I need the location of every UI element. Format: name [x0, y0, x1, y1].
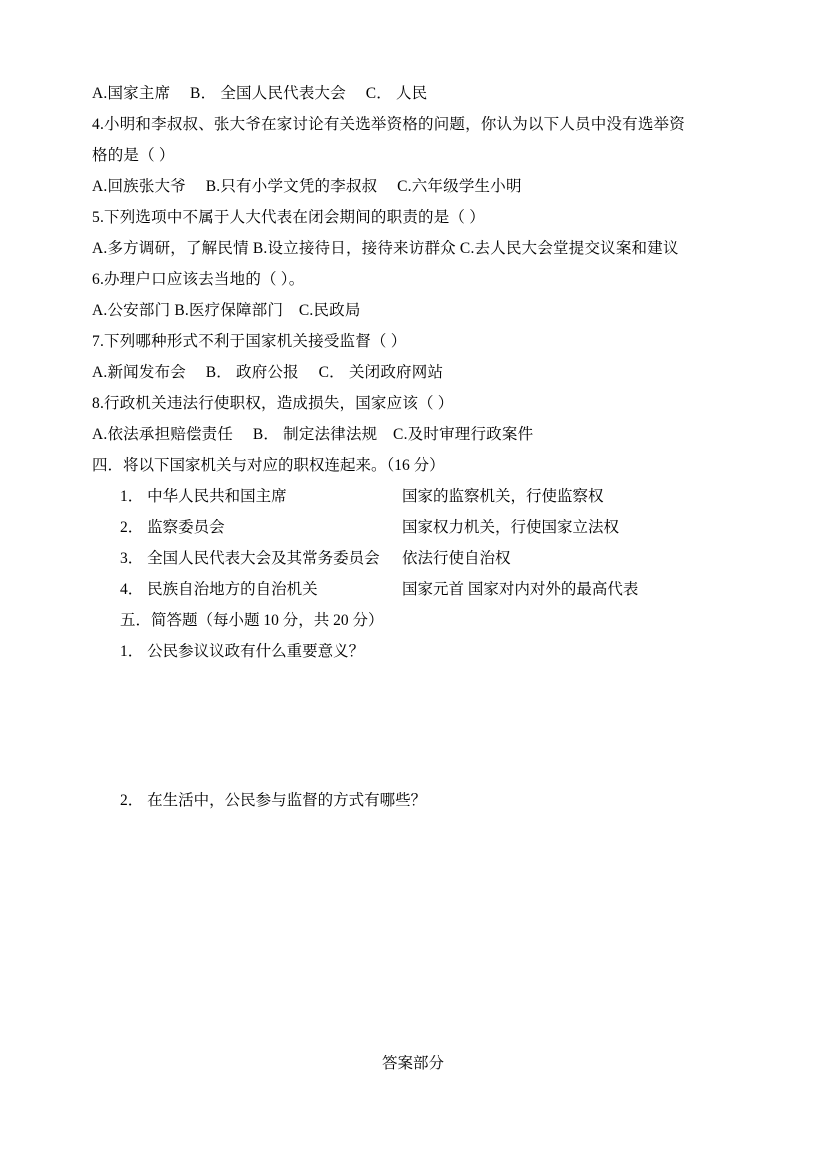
section-five-question-1: 1． 公民参议议政有什么重要意义？ — [120, 643, 365, 660]
question-6-options: A.公安部门 B.医疗保障部门 C.民政局 — [92, 302, 361, 319]
question-4-text-cont: 格的是（ ） — [92, 147, 175, 164]
match-right-item: 国家权力机关，行使国家立法权 — [402, 519, 620, 536]
question-8-text: 8.行政机关违法行使职权，造成损失，国家应该（ ） — [92, 395, 454, 412]
question-5-options: A.多方调研，了解民情 B.设立接待日，接待来访群众 C.去人民大会堂提交议案和建议 — [92, 240, 679, 257]
match-left-item: 4． 民族自治地方的自治机关 — [120, 581, 318, 598]
match-row — [92, 481, 738, 512]
match-row — [92, 543, 738, 574]
answer-space-2 — [92, 816, 738, 1048]
match-row — [92, 512, 738, 543]
question-4-text: 4.小明和李叔叔、张大爷在家讨论有关选举资格的问题，你认为以下人员中没有选举资 — [92, 116, 685, 133]
match-left-item: 3． 全国人民代表大会及其常务委员会 — [120, 550, 380, 567]
match-right-item: 依法行使自治权 — [402, 550, 511, 567]
match-left-item: 2． 监察委员会 — [120, 519, 225, 536]
match-right-item: 国家元首 国家对内对外的最高代表 — [402, 581, 639, 598]
question-4-options: A.回族张大爷 B.只有小学文凭的李叔叔 C.六年级学生小明 — [92, 178, 522, 195]
question-8-options: A.依法承担赔偿责任 B． 制定法律法规 C.及时审理行政案件 — [92, 426, 534, 443]
section-five-heading: 五．简答题（每小题 10 分，共 20 分） — [120, 612, 384, 629]
section-five-question-2: 2． 在生活中，公民参与监督的方式有哪些？ — [120, 792, 427, 809]
question-7-text: 7.下列哪种形式不利于国家机关接受监督（ ） — [92, 333, 407, 350]
answer-options-line: A.国家主席 B． 全国人民代表大会 C． 人民 — [92, 85, 428, 102]
match-left-item: 1． 中华人民共和国主席 — [120, 488, 287, 505]
match-row — [92, 574, 738, 605]
answer-space-1 — [92, 667, 738, 785]
match-right-item: 国家的监察机关，行使监察权 — [402, 488, 604, 505]
answer-section-title: 答案部分 — [381, 1055, 444, 1072]
question-5-text: 5.下列选项中不属于人大代表在闭会期间的职责的是（ ） — [92, 209, 485, 226]
question-7-options: A.新闻发布会 B． 政府公报 C． 关闭政府网站 — [92, 364, 444, 381]
section-four-heading: 四．将以下国家机关与对应的职权连起来。（16 分） — [92, 457, 445, 474]
question-6-text: 6.办理户口应该去当地的（ ）。 — [92, 271, 305, 288]
